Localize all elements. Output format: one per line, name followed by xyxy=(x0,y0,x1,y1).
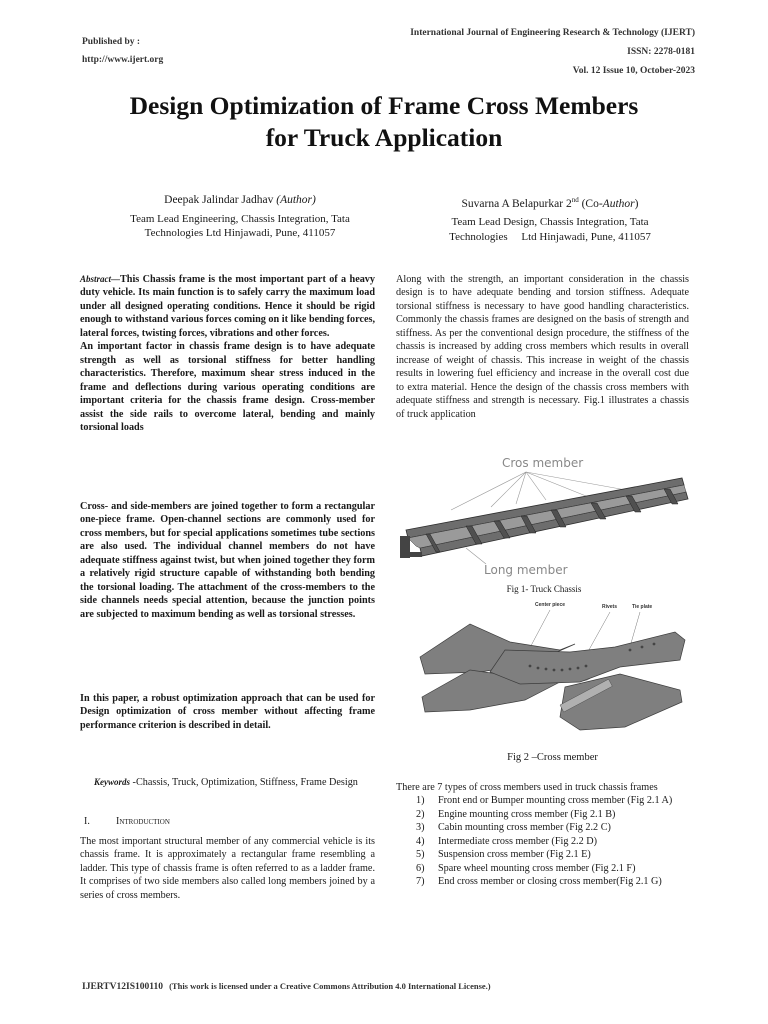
paper-title xyxy=(60,90,708,154)
list-item xyxy=(396,835,689,848)
fig1-label-cross-member: Cros member xyxy=(502,456,584,470)
figure-2-caption: Fig 2 –Cross member xyxy=(507,752,598,763)
list-item-text: Spare wheel mounting cross member (Fig 2.1 F) xyxy=(438,862,636,874)
list-item-text: Engine mounting cross member (Fig 2.1 B) xyxy=(438,808,616,820)
list-item-text: Front end or Bumper mounting cross member (Fig 2.1 A) xyxy=(438,795,673,807)
abstract-dash: — xyxy=(111,274,121,284)
section-number: I. xyxy=(84,816,90,827)
fig2-label-tie-plate: Tie plate xyxy=(632,604,653,610)
issn: ISSN: 2278-0181 xyxy=(627,47,695,57)
list-item-text: Suspension cross member (Fig 2.1 E) xyxy=(438,849,591,861)
list-item xyxy=(396,821,689,834)
fig1-label-long-member: Long member xyxy=(484,563,568,577)
figure-1 xyxy=(396,452,692,592)
volume-issue: Vol. 12 Issue 10, October-2023 xyxy=(572,66,695,76)
figure-1-caption: Fig 1- Truck Chassis xyxy=(506,584,582,594)
fig2-label-center-piece: Center piece xyxy=(535,602,566,608)
author-2-name: Suvarna A Belapurkar 2 xyxy=(461,197,572,210)
author-1-name: Deepak Jalindar Jadhav xyxy=(164,194,274,206)
journal-block xyxy=(410,24,695,81)
author-2 xyxy=(395,193,705,244)
truck-chassis-illustration xyxy=(396,452,692,592)
section-title: Introduction xyxy=(116,816,170,827)
list-item-number: 1) xyxy=(416,795,425,807)
list-item-text: Cabin mounting cross member (Fig 2.2 C) xyxy=(438,822,611,834)
list-item-number: 3) xyxy=(416,822,425,834)
abstract-paragraph-1 xyxy=(80,273,375,340)
author-1 xyxy=(85,193,395,241)
figure-2 xyxy=(410,602,695,767)
author-1-affil-1: Team Lead Engineering, Chassis Integration, Tata xyxy=(130,212,350,225)
published-by-label: Published by : xyxy=(82,37,141,47)
introduction-text: The most important structural member of any commercial vehicle is its chassis frame. It is approximately a rectangular frame resembling a ladder. This type of chassis frame is often referred to as a ladder frame. It comprises of two side members also called long members joined by a series of cross members. xyxy=(80,836,375,901)
author-2-sup: nd xyxy=(571,196,579,204)
right-paragraph-1: Along with the strength, an important consideration in the chassis design is to have adequate bending and torsion stiffness. Adequate torsional stiffness is necessary to have good handling characteristics. Commonly the chassis frames are designed on the basis of strength and stiffness. As per the conventional design procedure, the stiffness of the chassis is increased by adding cross members which results in overall increase of weight of chassis. This increase in weight of the chassis results in lowering fuel efficiency and increase in the overall cost due to extra material. Hence the design of the chassis cross members with adequate stiffness and strength is necessary. Fig.1 illustrates a chassis of truck application xyxy=(396,274,689,420)
list-item xyxy=(396,808,689,821)
author-1-role: (Author) xyxy=(276,194,316,206)
author-2-role: Author xyxy=(602,197,635,210)
list-item-number: 4) xyxy=(416,835,425,847)
list-item-text: End cross member or closing cross member(Fig 2.1 G) xyxy=(438,876,662,888)
page-footer xyxy=(82,981,491,992)
abstract-paragraph-3: Cross- and side-members are joined together to form a rectangular one-piece frame. Open-channel sections are commonly used for cross members, but for special applications sometimes tube sections are also used. The individual channel members do not have adequate stiffness against twist, but when joined together they form a relatively rigid structure capable of withstanding both bending the torsional loading. The attachment of the cross-members to the side channels needs special attention, because the junction points are subjected to maximum bending as well as torsional stresses. xyxy=(80,501,375,620)
abstract-paragraph-2: An important factor in chassis frame design is to have adequate strength as well as torsional stiffness for better handling characteristics. Therefore, maximum shear stress induced in the frame and deflections during various operating conditions are important criteria for the chassis frame design. Cross-member assist the side rails to overcome lateral, bending and mainly torsional loads xyxy=(80,341,375,433)
list-item-number: 5) xyxy=(416,849,425,861)
keywords xyxy=(80,776,375,789)
title-line-2: for Truck Application xyxy=(265,123,503,152)
cross-member-illustration xyxy=(410,602,695,737)
list-item xyxy=(396,794,689,807)
list-item xyxy=(396,862,689,875)
author-2-role-prefix: (Co- xyxy=(578,197,603,210)
author-2-affil-1: Team Lead Design, Chassis Integration, Tata xyxy=(451,216,649,229)
publisher-block xyxy=(82,33,163,69)
cross-member-types xyxy=(396,781,689,889)
author-2-role-suffix: ) xyxy=(634,197,639,210)
author-2-affil-2: Technologies Ltd Hinjawadi, Pune, 411057 xyxy=(449,230,651,243)
paper-id: IJERTV12IS100110 xyxy=(82,982,163,992)
fig2-label-rivets: Rivets xyxy=(602,604,618,610)
list-item xyxy=(396,875,689,888)
list-item xyxy=(396,848,689,861)
types-intro: There are 7 types of cross members used in truck chassis frames xyxy=(396,782,658,793)
journal-name: International Journal of Engineering Research & Technology (IJERT) xyxy=(410,28,695,38)
list-item-text: Intermediate cross member (Fig 2.2 D) xyxy=(438,835,597,847)
author-1-affil-2: Technologies Ltd Hinjawadi, Pune, 411057 xyxy=(144,227,336,239)
list-item-number: 7) xyxy=(416,876,425,888)
title-line-1: Design Optimization of Frame Cross Members xyxy=(129,91,639,120)
keywords-label: Keywords xyxy=(94,777,130,787)
section-heading-introduction xyxy=(80,816,170,827)
license-text: (This work is licensed under a Creative Commons Attribution 4.0 International License.) xyxy=(169,981,491,991)
abstract-text-1: This Chassis frame is the most important part of a heavy duty vehicle. Its main function is to safely carry the maximum load under all designed operating conditions. Hence it should be rigid enough to withstand various forces coming on it like bending forces, lateral forces, twisting forces, vibrations and other forces. xyxy=(80,274,375,339)
publisher-url[interactable]: http://www.ijert.org xyxy=(82,55,164,65)
abstract-paragraph-4: In this paper, a robust optimization approach that can be used for Design optimization of cross member without affecting frame performance criterion is described in detail. xyxy=(80,693,375,731)
list-item-number: 2) xyxy=(416,808,425,820)
list-item-number: 6) xyxy=(416,862,425,874)
abstract-label: Abstract xyxy=(80,274,112,284)
keywords-text: -Chassis, Truck, Optimization, Stiffness, Frame Design xyxy=(130,777,358,788)
abstract xyxy=(80,273,375,434)
